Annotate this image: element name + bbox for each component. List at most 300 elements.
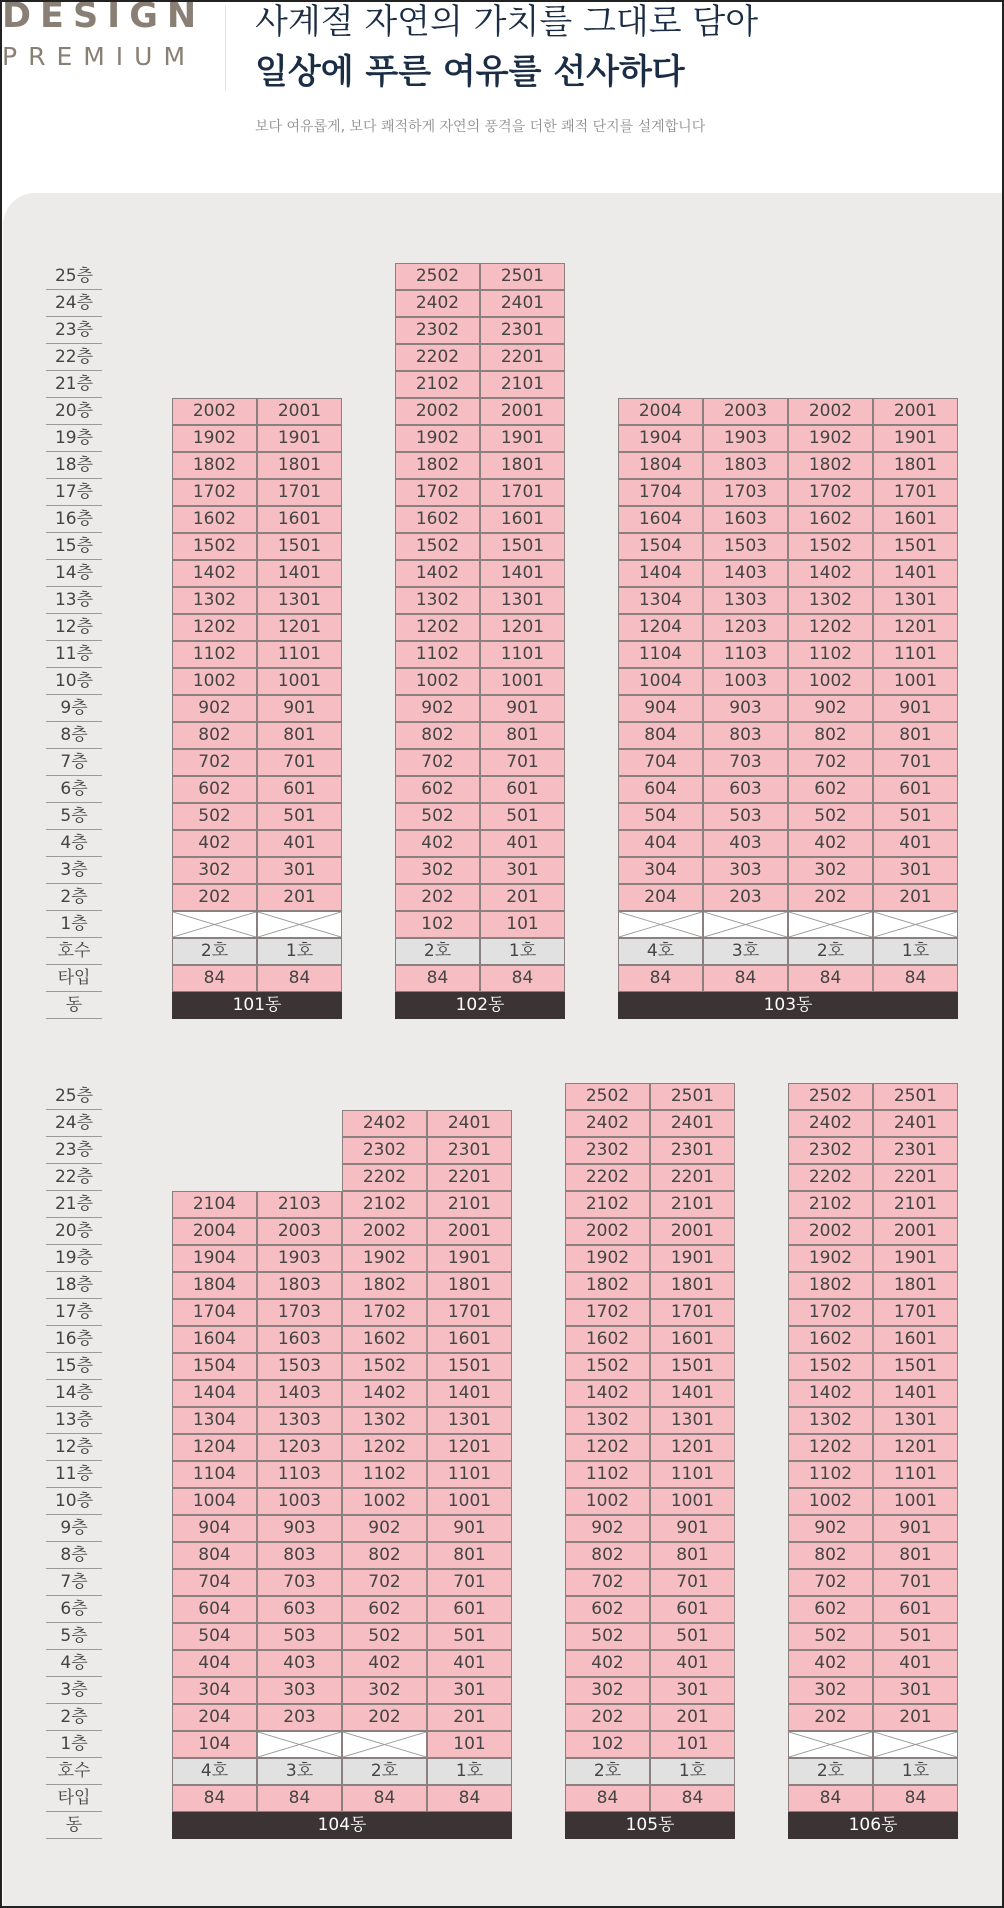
unit-cell: 1801 [427, 1272, 512, 1299]
unit-cell: 302 [172, 857, 257, 884]
unit-cell: 2002 [565, 1218, 650, 1245]
unit-cell: 1002 [395, 668, 480, 695]
floor-label: 22층 [46, 344, 102, 371]
unit-cell: 1001 [257, 668, 342, 695]
unit-cell: 1002 [172, 668, 257, 695]
unit-cell: 702 [172, 749, 257, 776]
unit-cell: 2301 [427, 1137, 512, 1164]
unit-cell: 1402 [788, 1380, 873, 1407]
unit-cell: 1301 [480, 587, 565, 614]
unit-cell: 1701 [873, 479, 958, 506]
unit-cell: 1604 [618, 506, 703, 533]
unit-cell: 1201 [480, 614, 565, 641]
unit-cell: 301 [480, 857, 565, 884]
floor-label: 20층 [46, 1218, 102, 1245]
floor-label: 11층 [46, 1461, 102, 1488]
floor-label: 타입 [46, 965, 102, 992]
unit-cell: 1201 [650, 1434, 735, 1461]
floor-label: 23층 [46, 317, 102, 344]
unit-cell: 1004 [172, 1488, 257, 1515]
ho-cell: 1호 [650, 1758, 735, 1785]
unit-cell: 604 [172, 1596, 257, 1623]
unit-cell: 1901 [650, 1245, 735, 1272]
floor-label: 4층 [46, 830, 102, 857]
unit-cell: 1502 [395, 533, 480, 560]
unit-cell: 1501 [873, 1353, 958, 1380]
unit-cell: 1104 [618, 641, 703, 668]
unit-cell: 402 [342, 1650, 427, 1677]
floor-label: 8층 [46, 722, 102, 749]
unit-cell: 404 [618, 830, 703, 857]
unit-cell: 1701 [257, 479, 342, 506]
unit-cell: 1601 [427, 1326, 512, 1353]
unit-cell: 1101 [480, 641, 565, 668]
unit-cell: 204 [618, 884, 703, 911]
unit-cell: 2001 [650, 1218, 735, 1245]
no-unit-mark [789, 912, 872, 937]
floor-label: 13층 [46, 587, 102, 614]
unit-cell: 1504 [172, 1353, 257, 1380]
unit-cell: 901 [873, 695, 958, 722]
unit-cell: 201 [650, 1704, 735, 1731]
unit-cell: 2004 [172, 1218, 257, 1245]
unit-cell: 2501 [480, 263, 565, 290]
unit-cell: 1702 [788, 1299, 873, 1326]
unit-cell: 202 [172, 884, 257, 911]
floor-label: 5층 [46, 803, 102, 830]
floor-label: 18층 [46, 452, 102, 479]
unit-cell: 402 [565, 1650, 650, 1677]
floor-label: 15층 [46, 533, 102, 560]
empty-unit-cell [257, 911, 342, 938]
empty-unit-cell [342, 1731, 427, 1758]
empty-unit-cell [257, 1731, 342, 1758]
unit-cell: 1204 [172, 1434, 257, 1461]
unit-cell: 1804 [618, 452, 703, 479]
unit-cell: 1302 [788, 1407, 873, 1434]
unit-cell: 1602 [788, 1326, 873, 1353]
unit-cell: 2501 [650, 1083, 735, 1110]
unit-cell: 2102 [395, 371, 480, 398]
unit-cell: 801 [257, 722, 342, 749]
type-cell: 84 [427, 1785, 512, 1812]
header-divider [225, 6, 226, 90]
ho-cell: 2호 [565, 1758, 650, 1785]
unit-cell: 201 [257, 884, 342, 911]
unit-cell: 1704 [618, 479, 703, 506]
floor-label: 13층 [46, 1407, 102, 1434]
unit-cell: 903 [703, 695, 788, 722]
empty-unit-cell [788, 911, 873, 938]
unit-cell: 901 [650, 1515, 735, 1542]
unit-cell: 1902 [172, 425, 257, 452]
unit-cell: 101 [480, 911, 565, 938]
unit-cell: 404 [172, 1650, 257, 1677]
unit-cell: 1802 [788, 1272, 873, 1299]
unit-cell: 501 [873, 803, 958, 830]
unit-cell: 1401 [873, 1380, 958, 1407]
unit-cell: 1603 [257, 1326, 342, 1353]
unit-cell: 203 [257, 1704, 342, 1731]
unit-cell: 601 [873, 1596, 958, 1623]
type-cell: 84 [650, 1785, 735, 1812]
unit-cell: 1102 [565, 1461, 650, 1488]
unit-cell: 501 [873, 1623, 958, 1650]
unit-cell: 1604 [172, 1326, 257, 1353]
unit-cell: 2101 [650, 1191, 735, 1218]
unit-cell: 901 [427, 1515, 512, 1542]
unit-cell: 1101 [650, 1461, 735, 1488]
unit-cell: 704 [618, 749, 703, 776]
floor-label: 6층 [46, 776, 102, 803]
ho-cell: 1호 [257, 938, 342, 965]
floor-label: 1층 [46, 911, 102, 938]
unit-cell: 1102 [788, 641, 873, 668]
unit-cell: 801 [480, 722, 565, 749]
floor-label: 12층 [46, 614, 102, 641]
unit-cell: 1304 [172, 1407, 257, 1434]
unit-cell: 902 [565, 1515, 650, 1542]
unit-cell: 602 [395, 776, 480, 803]
unit-cell: 1301 [427, 1407, 512, 1434]
floor-label: 호수 [46, 938, 102, 965]
building-name-bar: 104동 [172, 1812, 512, 1839]
unit-cell: 2202 [788, 1164, 873, 1191]
unit-cell: 703 [703, 749, 788, 776]
unit-cell: 2302 [342, 1137, 427, 1164]
unit-cell: 2301 [650, 1137, 735, 1164]
unit-cell: 1101 [873, 641, 958, 668]
unit-cell: 1502 [788, 533, 873, 560]
unit-cell: 501 [650, 1623, 735, 1650]
unit-cell: 1902 [788, 425, 873, 452]
unit-cell: 2101 [427, 1191, 512, 1218]
unit-cell: 1702 [172, 479, 257, 506]
unit-cell: 2001 [427, 1218, 512, 1245]
unit-cell: 601 [427, 1596, 512, 1623]
unit-cell: 2501 [873, 1083, 958, 1110]
unit-cell: 2402 [395, 290, 480, 317]
unit-cell: 1302 [172, 587, 257, 614]
unit-cell: 1102 [342, 1461, 427, 1488]
unit-cell: 902 [788, 1515, 873, 1542]
unit-cell: 802 [342, 1542, 427, 1569]
unit-cell: 1602 [395, 506, 480, 533]
unit-cell: 201 [427, 1704, 512, 1731]
type-cell: 84 [873, 965, 958, 992]
floor-label: 2층 [46, 1704, 102, 1731]
unit-cell: 1102 [395, 641, 480, 668]
unit-cell: 403 [257, 1650, 342, 1677]
unit-cell: 1803 [257, 1272, 342, 1299]
headline-line-1: 사계절 자연의 가치를 그대로 담아 [255, 2, 759, 42]
ho-cell: 2호 [342, 1758, 427, 1785]
unit-cell: 2201 [873, 1164, 958, 1191]
headline-line-2: 일상에 푸른 여유를 선사하다 [255, 52, 685, 92]
unit-cell: 1801 [257, 452, 342, 479]
floor-label: 10층 [46, 1488, 102, 1515]
ho-cell: 1호 [427, 1758, 512, 1785]
no-unit-mark [343, 1732, 426, 1757]
unit-cell: 2202 [565, 1164, 650, 1191]
unit-cell: 702 [565, 1569, 650, 1596]
floor-label: 14층 [46, 560, 102, 587]
unit-cell: 502 [172, 803, 257, 830]
unit-cell: 1801 [873, 1272, 958, 1299]
unit-cell: 1802 [788, 452, 873, 479]
unit-cell: 1401 [873, 560, 958, 587]
unit-cell: 1002 [342, 1488, 427, 1515]
unit-cell: 904 [172, 1515, 257, 1542]
unit-cell: 202 [788, 1704, 873, 1731]
type-cell: 84 [172, 1785, 257, 1812]
floor-label: 15층 [46, 1353, 102, 1380]
building-name-bar: 105동 [565, 1812, 735, 1839]
type-cell: 84 [172, 965, 257, 992]
unit-cell: 2004 [618, 398, 703, 425]
unit-cell: 302 [788, 857, 873, 884]
unit-cell: 802 [788, 722, 873, 749]
unit-cell: 801 [427, 1542, 512, 1569]
no-unit-mark [619, 912, 702, 937]
unit-cell: 1602 [565, 1326, 650, 1353]
no-unit-mark [789, 1732, 872, 1757]
unit-cell: 1302 [788, 587, 873, 614]
type-cell: 84 [788, 1785, 873, 1812]
unit-cell: 502 [395, 803, 480, 830]
unit-cell: 1203 [257, 1434, 342, 1461]
unit-cell: 803 [703, 722, 788, 749]
type-cell: 84 [618, 965, 703, 992]
unit-cell: 1401 [650, 1380, 735, 1407]
unit-cell: 1402 [788, 560, 873, 587]
unit-cell: 701 [650, 1569, 735, 1596]
unit-cell: 1102 [788, 1461, 873, 1488]
unit-cell: 1202 [342, 1434, 427, 1461]
unit-cell: 602 [788, 1596, 873, 1623]
empty-unit-cell [873, 911, 958, 938]
unit-cell: 1702 [395, 479, 480, 506]
ho-cell: 3호 [257, 1758, 342, 1785]
unit-cell: 1904 [618, 425, 703, 452]
floor-label: 6층 [46, 1596, 102, 1623]
building-name-bar: 101동 [172, 992, 342, 1019]
unit-cell: 1804 [172, 1272, 257, 1299]
unit-cell: 1501 [650, 1353, 735, 1380]
unit-cell: 1104 [172, 1461, 257, 1488]
ho-cell: 2호 [788, 1758, 873, 1785]
unit-cell: 202 [395, 884, 480, 911]
empty-unit-cell [703, 911, 788, 938]
unit-cell: 402 [788, 1650, 873, 1677]
no-unit-mark [258, 1732, 341, 1757]
floor-label: 18층 [46, 1272, 102, 1299]
unit-cell: 504 [618, 803, 703, 830]
floor-label: 16층 [46, 506, 102, 533]
unit-cell: 1701 [650, 1299, 735, 1326]
unit-cell: 1402 [172, 560, 257, 587]
unit-cell: 301 [427, 1677, 512, 1704]
unit-cell: 2502 [565, 1083, 650, 1110]
unit-cell: 201 [873, 884, 958, 911]
floor-label: 9층 [46, 1515, 102, 1542]
unit-cell: 1402 [565, 1380, 650, 1407]
unit-cell: 1702 [788, 479, 873, 506]
unit-cell: 2003 [703, 398, 788, 425]
unit-cell: 301 [257, 857, 342, 884]
unit-cell: 502 [342, 1623, 427, 1650]
type-cell: 84 [565, 1785, 650, 1812]
empty-unit-cell [873, 1731, 958, 1758]
unit-cell: 1402 [342, 1380, 427, 1407]
floor-label: 21층 [46, 1191, 102, 1218]
unit-cell: 902 [172, 695, 257, 722]
unit-cell: 1303 [703, 587, 788, 614]
unit-cell: 503 [703, 803, 788, 830]
unit-cell: 603 [257, 1596, 342, 1623]
unit-cell: 804 [618, 722, 703, 749]
ho-cell: 1호 [873, 938, 958, 965]
unit-cell: 1401 [257, 560, 342, 587]
unit-cell: 1203 [703, 614, 788, 641]
unit-cell: 304 [618, 857, 703, 884]
unit-cell: 2502 [788, 1083, 873, 1110]
unit-cell: 1404 [172, 1380, 257, 1407]
unit-cell: 202 [342, 1704, 427, 1731]
unit-cell: 802 [788, 1542, 873, 1569]
unit-cell: 1301 [650, 1407, 735, 1434]
unit-cell: 901 [257, 695, 342, 722]
ho-cell: 4호 [172, 1758, 257, 1785]
ho-cell: 4호 [618, 938, 703, 965]
unit-cell: 104 [172, 1731, 257, 1758]
unit-cell: 302 [342, 1677, 427, 1704]
unit-cell: 2301 [873, 1137, 958, 1164]
empty-unit-cell [618, 911, 703, 938]
unit-cell: 302 [395, 857, 480, 884]
unit-cell: 1901 [480, 425, 565, 452]
unit-cell: 2302 [395, 317, 480, 344]
unit-cell: 1904 [172, 1245, 257, 1272]
unit-cell: 1901 [427, 1245, 512, 1272]
unit-cell: 1302 [395, 587, 480, 614]
unit-cell: 1901 [873, 425, 958, 452]
unit-cell: 2401 [480, 290, 565, 317]
unit-cell: 1602 [788, 506, 873, 533]
unit-cell: 803 [257, 1542, 342, 1569]
floor-label: 16층 [46, 1326, 102, 1353]
no-unit-mark [874, 1732, 957, 1757]
building-name-bar: 106동 [788, 1812, 958, 1839]
unit-cell: 1501 [427, 1353, 512, 1380]
ho-cell: 2호 [788, 938, 873, 965]
unit-cell: 1301 [257, 587, 342, 614]
unit-cell: 1902 [395, 425, 480, 452]
unit-cell: 1102 [172, 641, 257, 668]
unit-cell: 902 [788, 695, 873, 722]
floor-label: 22층 [46, 1164, 102, 1191]
unit-cell: 901 [873, 1515, 958, 1542]
unit-cell: 201 [873, 1704, 958, 1731]
unit-cell: 802 [395, 722, 480, 749]
unit-cell: 1601 [480, 506, 565, 533]
unit-cell: 1402 [395, 560, 480, 587]
floor-label: 14층 [46, 1380, 102, 1407]
unit-cell: 1401 [427, 1380, 512, 1407]
unit-cell: 1202 [788, 1434, 873, 1461]
unit-cell: 2002 [342, 1218, 427, 1245]
unit-cell: 2101 [480, 371, 565, 398]
floor-label: 25층 [46, 263, 102, 290]
unit-cell: 304 [172, 1677, 257, 1704]
unit-cell: 202 [565, 1704, 650, 1731]
unit-cell: 2401 [873, 1110, 958, 1137]
unit-cell: 2201 [427, 1164, 512, 1191]
unit-cell: 604 [618, 776, 703, 803]
brand-design-text: DESIGN [2, 0, 206, 36]
unit-cell: 303 [703, 857, 788, 884]
unit-cell: 501 [427, 1623, 512, 1650]
unit-cell: 2402 [565, 1110, 650, 1137]
unit-cell: 2301 [480, 317, 565, 344]
unit-cell: 1404 [618, 560, 703, 587]
unit-cell: 203 [703, 884, 788, 911]
unit-cell: 901 [480, 695, 565, 722]
unit-cell: 1601 [873, 1326, 958, 1353]
no-unit-mark [173, 912, 256, 937]
no-unit-mark [258, 912, 341, 937]
unit-cell: 1903 [257, 1245, 342, 1272]
unit-cell: 302 [565, 1677, 650, 1704]
unit-cell: 501 [480, 803, 565, 830]
unit-cell: 1703 [257, 1299, 342, 1326]
unit-cell: 402 [395, 830, 480, 857]
unit-cell: 502 [788, 803, 873, 830]
building-name-bar: 103동 [618, 992, 958, 1019]
unit-cell: 402 [788, 830, 873, 857]
floor-label: 동 [46, 992, 102, 1019]
ho-cell: 1호 [480, 938, 565, 965]
unit-cell: 1204 [618, 614, 703, 641]
unit-cell: 2102 [788, 1191, 873, 1218]
unit-cell: 703 [257, 1569, 342, 1596]
unit-cell: 801 [873, 1542, 958, 1569]
unit-cell: 804 [172, 1542, 257, 1569]
unit-cell: 2502 [395, 263, 480, 290]
unit-cell: 2402 [342, 1110, 427, 1137]
unit-cell: 802 [565, 1542, 650, 1569]
unit-cell: 2302 [565, 1137, 650, 1164]
unit-cell: 602 [342, 1596, 427, 1623]
unit-cell: 701 [873, 749, 958, 776]
unit-cell: 1103 [257, 1461, 342, 1488]
unit-cell: 1303 [257, 1407, 342, 1434]
unit-cell: 1101 [257, 641, 342, 668]
unit-cell: 2001 [480, 398, 565, 425]
unit-cell: 1502 [565, 1353, 650, 1380]
unit-cell: 1701 [480, 479, 565, 506]
unit-cell: 1304 [618, 587, 703, 614]
unit-cell: 503 [257, 1623, 342, 1650]
unit-cell: 1501 [480, 533, 565, 560]
unit-cell: 1301 [873, 1407, 958, 1434]
unit-cell: 2302 [788, 1137, 873, 1164]
floor-label: 20층 [46, 398, 102, 425]
type-cell: 84 [342, 1785, 427, 1812]
unit-cell: 501 [257, 803, 342, 830]
floor-label: 24층 [46, 1110, 102, 1137]
floor-label: 5층 [46, 1623, 102, 1650]
